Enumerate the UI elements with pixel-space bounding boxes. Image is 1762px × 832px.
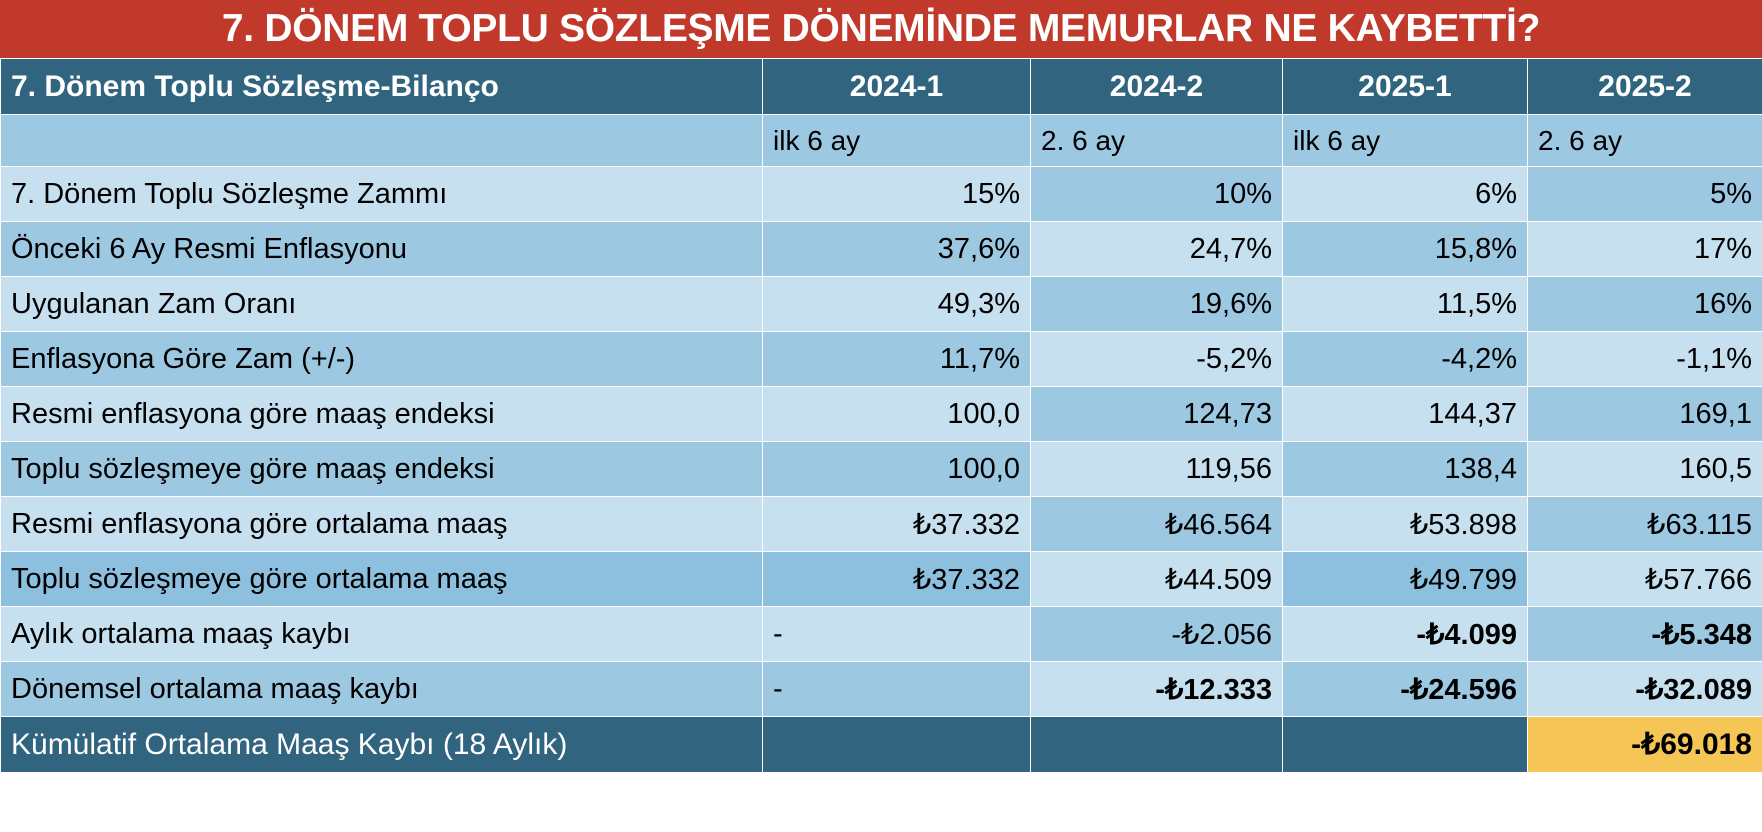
row-value: 15,8% [1283,222,1528,277]
header-period-2025-1: 2025-1 [1283,59,1528,115]
row-value: -1,1% [1528,332,1762,387]
row-label: Toplu sözleşmeye göre maaş endeksi [1,442,763,497]
row-value: 144,37 [1283,387,1528,442]
row-value: 5% [1528,167,1762,222]
row-value: ₺37.332 [763,497,1031,552]
table-row [1,387,1762,442]
row-value: 100,0 [763,387,1031,442]
row-value: ₺63.115 [1528,497,1762,552]
table-row [1,442,1762,497]
total-spacer [1031,717,1283,773]
row-value: 169,1 [1528,387,1762,442]
total-spacer [1283,717,1528,773]
row-value: -5,2% [1031,332,1283,387]
table-row [1,277,1762,332]
row-value: - [763,607,1031,662]
header-label: 7. Dönem Toplu Sözleşme-Bilanço [1,59,763,115]
row-value: 160,5 [1528,442,1762,497]
table-row [1,222,1762,277]
row-value: ₺46.564 [1031,497,1283,552]
row-label: Enflasyona Göre Zam (+/-) [1,332,763,387]
subheader-2024-1: ilk 6 ay [763,115,1031,167]
row-value: ₺44.509 [1031,552,1283,607]
row-value: 10% [1031,167,1283,222]
row-value: 37,6% [763,222,1031,277]
row-value: -4,2% [1283,332,1528,387]
total-value: -₺69.018 [1528,717,1762,773]
row-label: Resmi enflasyona göre ortalama maaş [1,497,763,552]
balance-table [0,58,1762,773]
row-value: 119,56 [1031,442,1283,497]
row-value: 15% [763,167,1031,222]
row-value: -₺4.099 [1283,607,1528,662]
page-title: 7. DÖNEM TOPLU SÖZLEŞME DÖNEMİNDE MEMURLAR NE KAYBETTİ? [0,0,1762,58]
row-value: 24,7% [1031,222,1283,277]
subheader-2024-2: 2. 6 ay [1031,115,1283,167]
table-row [1,167,1762,222]
header-period-2025-2: 2025-2 [1528,59,1762,115]
row-value: 17% [1528,222,1762,277]
subheader-2025-2: 2. 6 ay [1528,115,1762,167]
row-value: -₺5.348 [1528,607,1762,662]
row-value: ₺53.898 [1283,497,1528,552]
row-label: 7. Dönem Toplu Sözleşme Zammı [1,167,763,222]
subheader-label [1,115,763,167]
row-value: 138,4 [1283,442,1528,497]
table-row [1,607,1762,662]
subheader-2025-1: ilk 6 ay [1283,115,1528,167]
table-row [1,662,1762,717]
row-value: -₺32.089 [1528,662,1762,717]
total-label: Kümülatif Ortalama Maaş Kaybı (18 Aylık) [1,717,763,773]
row-value: 11,5% [1283,277,1528,332]
row-value: 6% [1283,167,1528,222]
row-value: 11,7% [763,332,1031,387]
table-subheader-row [1,115,1762,167]
row-label: Dönemsel ortalama maaş kaybı [1,662,763,717]
table-row [1,497,1762,552]
row-value: - [763,662,1031,717]
row-value: -₺2.056 [1031,607,1283,662]
table-header-row [1,59,1762,115]
row-value: -₺24.596 [1283,662,1528,717]
row-label: Resmi enflasyona göre maaş endeksi [1,387,763,442]
row-value: 19,6% [1031,277,1283,332]
row-value: 100,0 [763,442,1031,497]
table-row [1,552,1762,607]
row-value: ₺57.766 [1528,552,1762,607]
row-value: 124,73 [1031,387,1283,442]
header-period-2024-2: 2024-2 [1031,59,1283,115]
row-label: Önceki 6 Ay Resmi Enflasyonu [1,222,763,277]
row-label: Toplu sözleşmeye göre ortalama maaş [1,552,763,607]
row-value: 49,3% [763,277,1031,332]
header-period-2024-1: 2024-1 [763,59,1031,115]
row-value: ₺37.332 [763,552,1031,607]
row-value: -₺12.333 [1031,662,1283,717]
row-value: ₺49.799 [1283,552,1528,607]
total-spacer [763,717,1031,773]
row-value: 16% [1528,277,1762,332]
row-label: Uygulanan Zam Oranı [1,277,763,332]
table-row [1,332,1762,387]
row-label: Aylık ortalama maaş kaybı [1,607,763,662]
total-row [1,717,1762,773]
